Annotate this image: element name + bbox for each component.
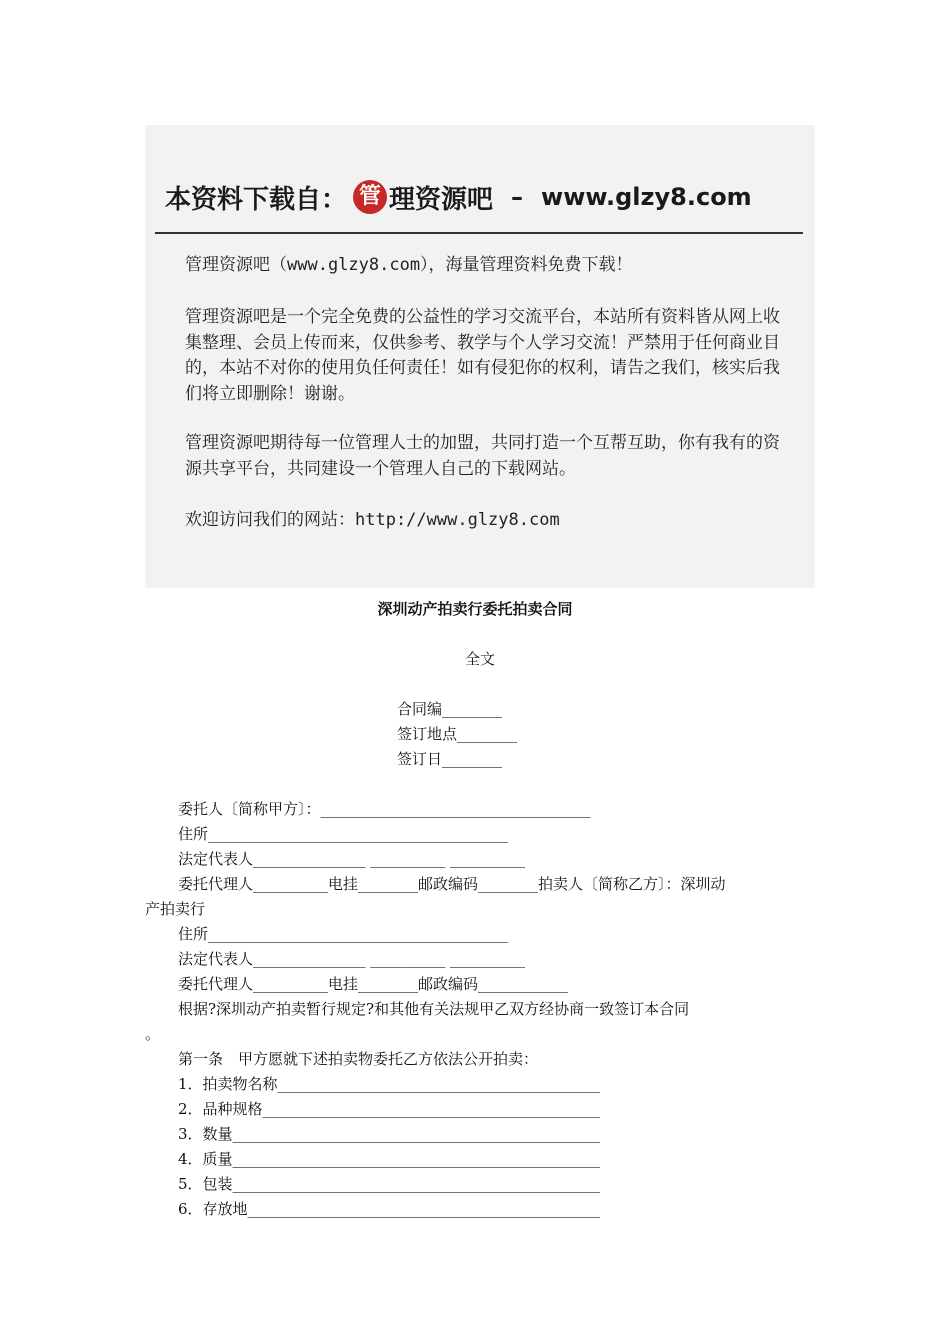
banner-para-3: 管理资源吧期待每一位管理人士的加盟，共同打造一个互帮互助，你有我有的资源共享平台，共同建设一个管理人自己的下载网站。	[185, 433, 780, 479]
auctioneer-name-line: 产拍卖行	[145, 900, 206, 918]
banner-divider	[155, 232, 803, 234]
site-url[interactable]: www.glzy8.com	[541, 183, 752, 211]
banner-heading-text: 本资料下载自：	[165, 184, 348, 215]
item-storage-line: 6．存放地_______________________________________________	[178, 1200, 601, 1218]
item-packaging-line: 5．包装_________________________________________________	[178, 1175, 601, 1193]
auctioneer-legal-rep-line: 法定代表人_______________ __________ __________	[178, 950, 526, 968]
basis-line: 根据?深圳动产拍卖暂行规定?和其他有关法规甲乙双方经协商一致签订本合同	[178, 1000, 690, 1018]
site-logo-icon: 管	[353, 180, 387, 214]
auctioneer-agent-line: 委托代理人__________电挂________邮政编码____________	[178, 975, 569, 993]
signing-date-line: 签订日________	[397, 750, 503, 768]
auctioneer-address-line: 住所________________________________________	[178, 925, 509, 943]
item-quantity-line: 3．数量_________________________________________________	[178, 1125, 601, 1143]
document-subtitle: 全文	[464, 650, 495, 668]
item-name-line: 1．拍卖物名称___________________________________________	[178, 1075, 601, 1093]
item-quality-line: 4．质量_________________________________________________	[178, 1150, 601, 1168]
document-title: 深圳动产拍卖行委托拍卖合同	[377, 600, 573, 618]
item-spec-line: 2．品种规格_____________________________________________	[178, 1100, 601, 1118]
article-1-heading: 第一条 甲方愿就下述拍卖物委托乙方依法公开拍卖：	[178, 1050, 539, 1068]
banner-heading	[165, 177, 752, 217]
banner-para-1: 管理资源吧（www.glzy8.com），海量管理资料免费下载！	[185, 255, 633, 275]
principal-agent-line: 委托代理人__________电挂________邮政编码________拍卖人〔简称乙方〕：深圳动	[178, 875, 726, 893]
banner-para-4: 欢迎访问我们的网站：http://www.glzy8.com	[185, 510, 560, 530]
principal-legal-rep-line: 法定代表人_______________ __________ __________	[178, 850, 526, 868]
principal-line: 委托人〔简称甲方〕：____________________________________	[178, 800, 591, 818]
site-name: 理资源吧	[389, 184, 494, 215]
contract-number-line: 合同编________	[397, 700, 503, 718]
banner-para-2: 管理资源吧是一个完全免费的公益性的学习交流平台，本站所有资料皆从网上收集整理、会员上传而来，仅供参考、教学与个人学习交流！严禁用于任何商业目的，本站不对你的使用负任何责任！如有侵犯你的权利，请告之我们，核实后我们将立即删除！谢谢。	[185, 307, 780, 404]
basis-line-end: 。	[145, 1025, 161, 1043]
principal-address-line: 住所________________________________________	[178, 825, 509, 843]
download-banner	[145, 125, 815, 588]
signing-place-line: 签订地点________	[397, 725, 518, 743]
banner-dash: –	[511, 183, 524, 211]
